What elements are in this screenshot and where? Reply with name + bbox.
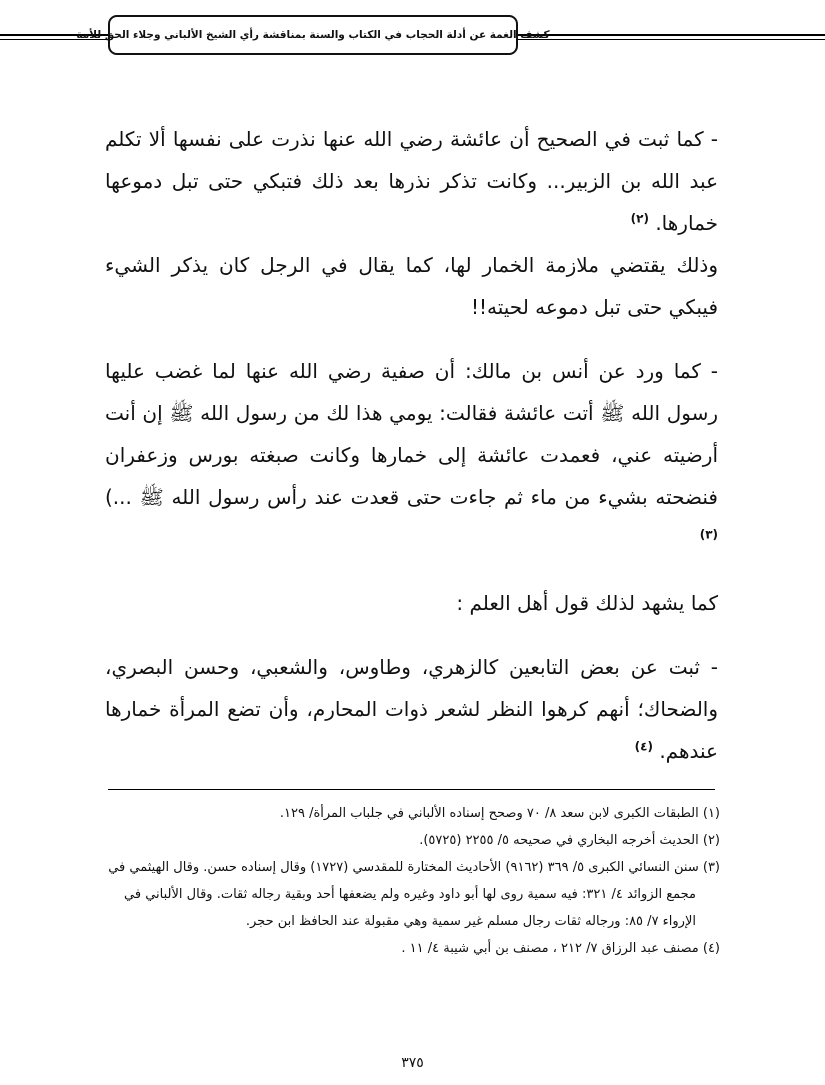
footnote-4: (٤) مصنف عبد الرزاق ٧/ ٢١٢ ، مصنف بن أبي شيبة ٤/ ١١ . — [401, 941, 720, 956]
main-text — [105, 118, 718, 772]
running-header — [76, 15, 550, 55]
paragraph-anas-hadith — [105, 350, 718, 560]
paragraph-text: - كما ورد عن أنس بن مالك: أن صفية رضي الله عنها لما غضب عليها رسول الله ﷺ أتت عائشة فقالت: يومي هذا لك من رسول الله ﷺ إن أنت أرضيته عني، فعمدت عائشة إلى خمارها وكانت صبغته بورس وزعفران فنضحته بشيء من ماء ثم جاءت حتى قعدت عند رأس رسول الله ﷺ ...) — [105, 359, 718, 509]
footnote-2: (٢) الحديث أخرجه البخاري في صحيحه ٥/ ٢٢٥٥ (٥٧٢٥). — [419, 833, 720, 848]
footnote-3: (٣) سنن النسائي الكبرى ٥/ ٣٦٩ (٩١٦٢) الأحاديث المختارة للمقدسي (١٧٢٧) وقال إسناده حسن. وقال الهيثمي في مجمع الزوائد ٤/ ٣٢١: فيه سمية روى لها أبو داود وغيره ولم يضعفها أحد وبقية رجاله ثقات. وقال الألباني في الإرواء ٧/ ٨٥: ورجاله ثقات رجال مسلم غير سمية وهي مقبولة عند الحافظ ابن حجر. — [108, 860, 720, 929]
footnote-ref-3: (٣) — [699, 527, 718, 542]
paragraph-scholars-intro: كما يشهد لذلك قول أهل العلم : — [456, 591, 718, 615]
paragraph-tabiin — [105, 646, 718, 772]
footnote-1: (١) الطبقات الكبرى لابن سعد ٨/ ٧٠ وصحح إسناده الألباني في جلباب المرأة/ ١٢٩. — [279, 806, 720, 821]
footnote-ref-2: (٢) — [630, 211, 649, 226]
footnote-separator — [108, 789, 715, 790]
book-title: كشف الغمة عن أدلة الحجاب في الكتاب والسنة بمناقشة رأي الشيخ الألباني وجلاء الحق للأمة — [76, 29, 550, 41]
footnotes — [108, 800, 720, 962]
paragraph-aisha-vow — [105, 118, 718, 244]
paragraph-text: - كما ثبت في الصحيح أن عائشة رضي الله عنها نذرت على نفسها ألا تكلم عبد الله بن الزبير... وكانت تذكر نذرها بعد ذلك فتبكي حتى تبل دموعها خمارها. — [105, 127, 718, 235]
paragraph-khimar-comment: وذلك يقتضي ملازمة الخمار لها، كما يقال في الرجل كان يذكر الشيء فيبكي حتى تبل دموعه لحيته!! — [105, 253, 718, 319]
page-number: ٣٧٥ — [401, 1055, 424, 1071]
footnote-ref-4: (٤) — [634, 739, 653, 754]
paragraph-text: - ثبت عن بعض التابعين كالزهري، وطاوس، والشعبي، وحسن البصري، والضحاك؛ أنهم كرهوا النظر لشعر ذوات المحارم، وأن تضع المرأة خمارها عندهم. — [105, 655, 718, 763]
